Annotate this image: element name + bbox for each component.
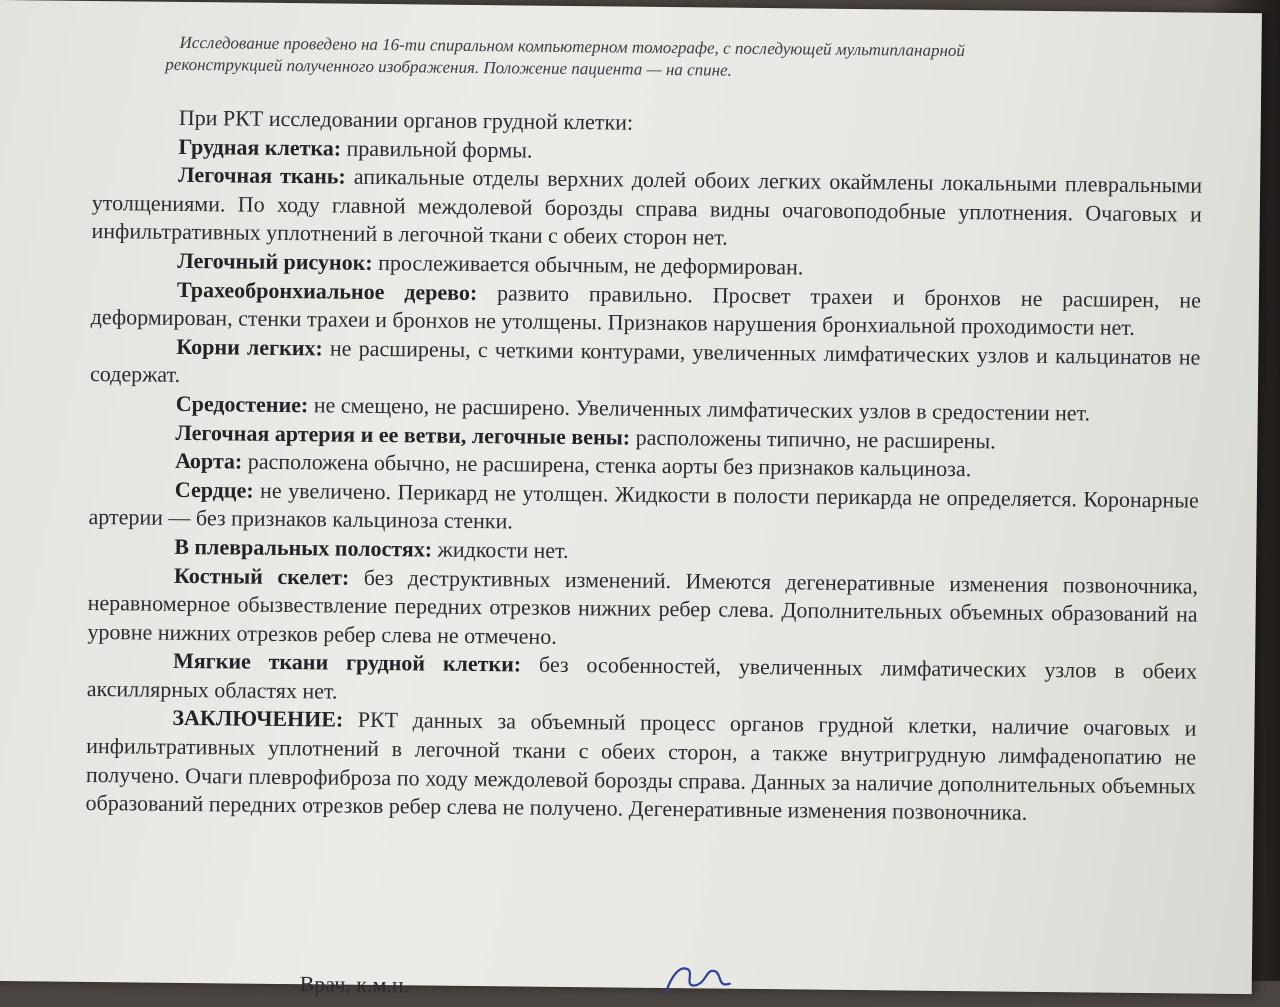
section-text: развито правильно. Просвет трахеи и бронхов не расширен, не деформирован, стенки трахеи и бронхов не утолщены. Признаков нарушения бронхиальной проходимости нет.: [90, 279, 1202, 341]
section-text: жидкости нет.: [431, 536, 569, 563]
section-lung-tissue: [91, 160, 1202, 257]
section-text: не смещено, не расширено. Увеличенных лимфатических узлов в средостении нет.: [308, 392, 1091, 426]
report-body: [85, 103, 1202, 829]
section-text: без деструктивных изменений. Имеются дегенеративные изменения позвоночника, неравномерное обызвествление передних отрезков нижних ребер слева. Дополнительных объемных образований на уровне нижних отрезков ребер слева не отмечено.: [87, 564, 1199, 649]
section-heading: Грудная клетка:: [178, 133, 342, 161]
section-text: прослеживается обычным, не деформирован.: [372, 249, 804, 280]
report-intro: При РКТ исследовании органов грудной клетки:: [178, 104, 634, 135]
section-heading: В плевральных полостях:: [174, 533, 433, 562]
section-heading: Легочная артерия и ее ветви, легочные вены:: [175, 419, 631, 450]
section-heading: Трахеобронхиальное дерево:: [176, 276, 478, 305]
section-text: расположена обычно, не расширена, стенка аорты без признаков кальциноза.: [242, 448, 972, 482]
section-text: не расширены, с четкими контурами, увеличенных лимфатических узлов и кальцинатов не содержат.: [89, 335, 1201, 388]
section-text: правильной формы.: [340, 135, 533, 163]
section-text: без особенностей, увеличенных лимфатических узлов в обеих аксиллярных областях нет.: [86, 651, 1198, 704]
section-text: не увеличено. Перикард не утолщен. Жидкости в полости перикарда не определяется. Коронарные артерии — без признаков кальциноза стенки.: [88, 477, 1199, 534]
section-conclusion: [85, 703, 1196, 829]
section-heading: Сердце:: [174, 476, 254, 503]
section-heading: Корни легких:: [176, 333, 323, 361]
section-heading: Легочный рисунок:: [177, 247, 373, 275]
section-heading: Аорта:: [175, 447, 243, 474]
doctor-label: Врач, к.м.н.: [299, 971, 410, 998]
section-text: расположены типично, не расширены.: [630, 424, 996, 453]
conclusion-heading: ЗАКЛЮЧЕНИЕ:: [172, 705, 344, 733]
conclusion-text: РКТ данных за объемный процесс органов грудной клетки, наличие очаговых и инфильтративных уплотнений в легочной ткани с обеих сторон, а также внутригрудную лимфаденопатию не получено. Очаги плеврофиброза по ходу междолевой борозды справа. Данных за наличие дополнительных объемных образований передних отрезков ребер слева не получено. Дегенеративные изменения позвоночника.: [85, 707, 1197, 826]
signature-scribble: [658, 957, 778, 998]
section-heading: Костный скелет:: [173, 562, 350, 590]
section-text: апикальные отделы верхних долей обоих легких окаймлены локальными плевральными утолщениями. По ходу главной междолевой борозды справа видны очаговоподобные уплотнения. Очаговых и инфильтративных уплотнений в легочной ткани с обеих сторон нет.: [91, 163, 1203, 251]
study-method-line-1: Исследование проведено на 16-ти спиральном компьютерном томографе, с последующей мультипланарной: [179, 32, 966, 61]
section-heading: Средостение:: [175, 390, 309, 418]
section-skeleton: [87, 560, 1198, 657]
study-method-note: [165, 32, 1189, 87]
section-heading: Мягкие ткани грудной клетки:: [172, 648, 522, 677]
study-method-line-2: реконструкцией полученного изображения. Положение пациента — на спине.: [165, 54, 732, 80]
section-heading: Легочная ткань:: [178, 162, 346, 189]
